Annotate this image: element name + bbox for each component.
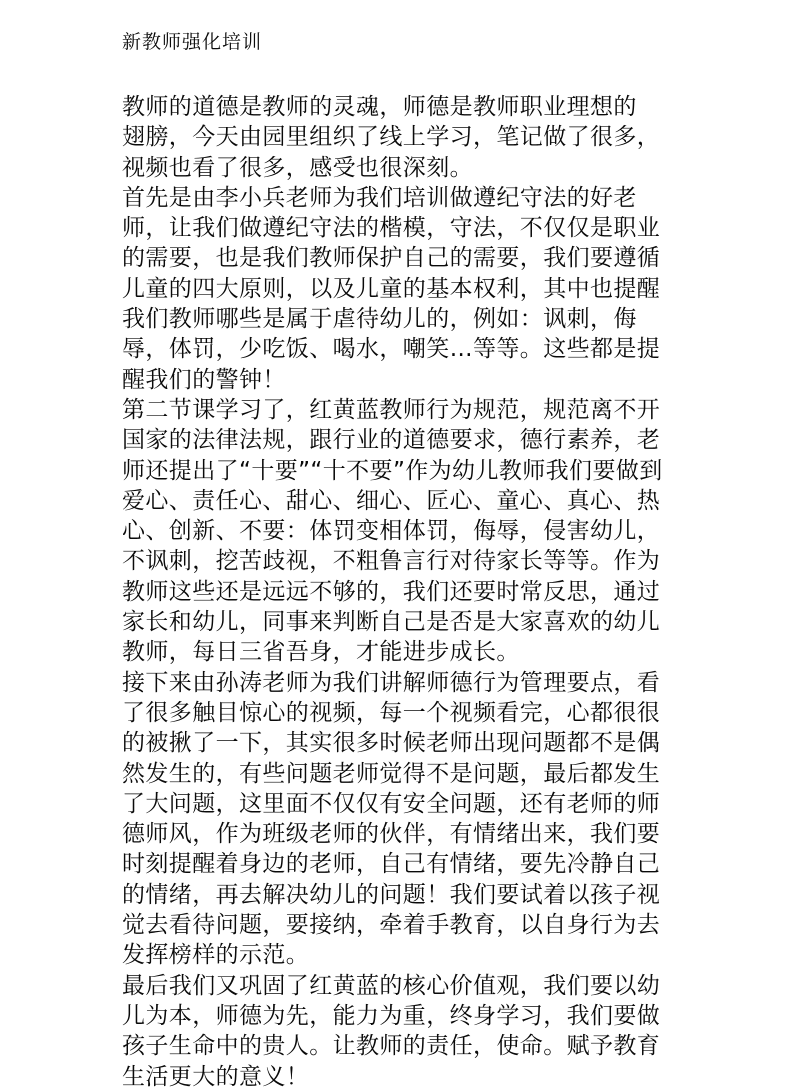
text-line: 翅膀，今天由园里组织了线上学习，笔记做了很多，: [122, 124, 661, 151]
text-line: 爱心、责任心、甜心、细心、匠心、童心、真心、热: [122, 487, 661, 514]
text-line: 首先是由李小兵老师为我们培训做遵纪守法的好老: [122, 184, 637, 211]
text-line: 不讽刺，挖苦歧视，不粗鲁言行对待家长等等。作为: [122, 548, 661, 575]
text-line: 辱，体罚，少吃饭、喝水，嘲笑…等等。这些都是提: [122, 336, 661, 363]
text-line: 家长和幼儿，同事来判断自己是否是大家喜欢的幼儿: [122, 609, 661, 636]
text-line: 孩子生命中的贵人。让教师的责任，使命。赋予教育: [122, 1033, 661, 1060]
text-line: 教师这些还是远远不够的，我们还要时常反思，通过: [122, 578, 661, 605]
text-line: 的需要，也是我们教师保护自己的需要，我们要遵循: [122, 245, 661, 272]
text-line: 国家的法律法规，跟行业的道德要求，德行素养，老: [122, 427, 661, 454]
text-line: 教师的道德是教师的灵魂，师德是教师职业理想的: [122, 94, 637, 120]
document-title: 新教师强化培训: [122, 31, 263, 53]
text-line: 了大问题，这里面不仅仅有安全问题，还有老师的师: [122, 790, 661, 817]
text-line: 师，让我们做遵纪守法的楷模，守法，不仅仅是职业: [122, 215, 661, 242]
text-line: 教师，每日三省吾身，才能进步成长。: [122, 639, 520, 666]
text-line: 视频也看了很多，感受也很深刻。: [122, 154, 473, 181]
document-body: [122, 92, 682, 1092]
text-line: 生活更大的意义！: [122, 1063, 310, 1090]
text-line: 醒我们的警钟！: [122, 366, 286, 393]
text-line: 我们教师哪些是属于虐待幼儿的，例如：讽刺，侮: [122, 306, 637, 333]
text-line: 接下来由孙涛老师为我们讲解师德行为管理要点，看: [122, 669, 661, 696]
text-line: 的被揪了一下，其实很多时候老师出现问题都不是偶: [122, 730, 661, 757]
text-line: 时刻提醒着身边的老师，自己有情绪，要先冷静自己: [122, 851, 661, 878]
text-line: 德师风，作为班级老师的伙伴，有情绪出来，我们要: [122, 821, 661, 848]
text-line: 觉去看待问题，要接纳，牵着手教育，以自身行为去: [122, 912, 661, 939]
text-line: 心、创新、不要：体罚变相体罚，侮辱，侵害幼儿，: [122, 518, 661, 545]
text-line: 儿童的四大原则，以及儿童的基本权利，其中也提醒: [122, 275, 661, 302]
text-line: 儿为本，师德为先，能力为重，终身学习，我们要做: [122, 1002, 661, 1029]
text-line: 第二节课学习了，红黄蓝教师行为规范，规范离不开: [122, 396, 661, 423]
text-line: 最后我们又巩固了红黄蓝的核心价值观，我们要以幼: [122, 972, 661, 999]
text-line: 发挥榜样的示范。: [122, 942, 310, 969]
text-line: 了很多触目惊心的视频，每一个视频看完，心都很很: [122, 699, 661, 726]
text-line: 的情绪，再去解决幼儿的问题！我们要试着以孩子视: [122, 881, 661, 908]
text-line: 师还提出了“十要”“十不要”作为幼儿教师我们要做到: [122, 457, 663, 484]
text-line: 然发生的，有些问题老师觉得不是问题，最后都发生: [122, 760, 661, 787]
